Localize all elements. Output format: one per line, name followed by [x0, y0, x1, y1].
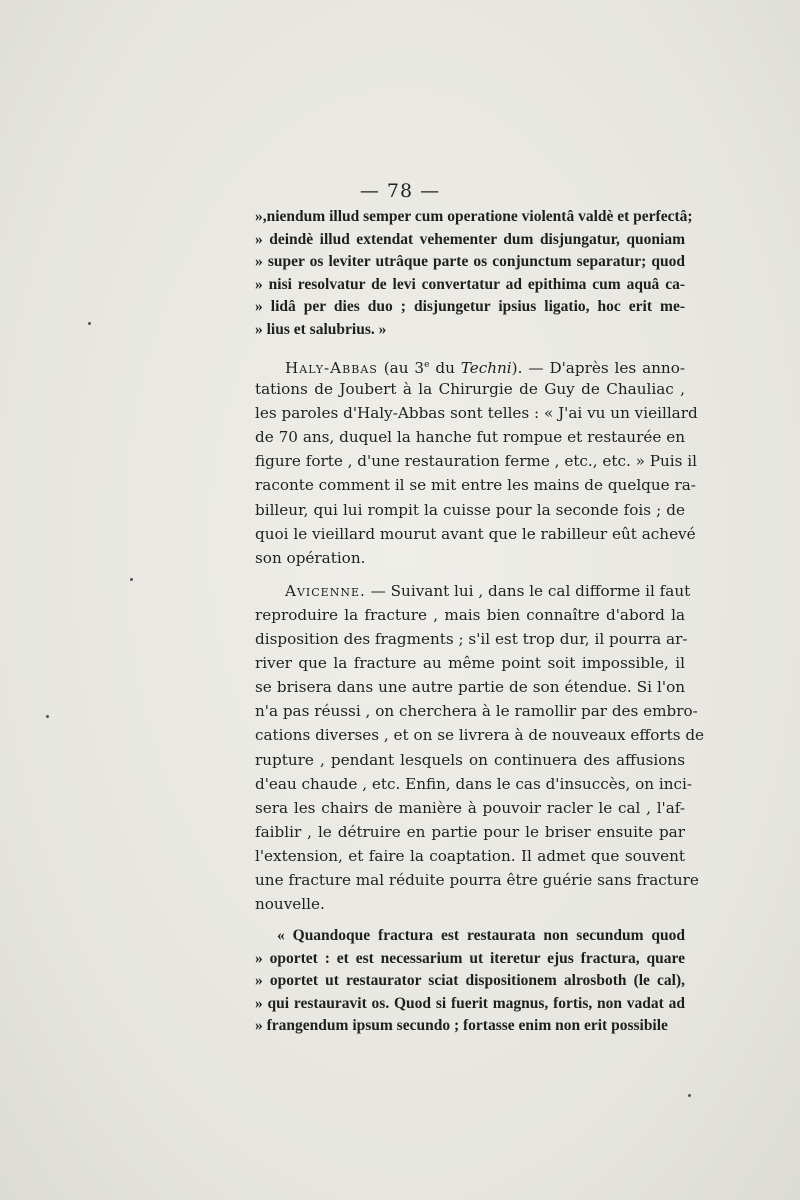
- text-line: disposition des fragments ; s'il est trop dur, il pourra ar-: [255, 630, 688, 649]
- text-line: l'extension, et faire la coaptation. Il admet que souvent: [255, 846, 685, 865]
- latin-quote-2: [255, 925, 685, 1038]
- latin-quote-line: »,niendum illud semper cum operatione violentâ valdè et perfectâ;: [255, 208, 693, 225]
- page-text: [255, 206, 705, 1038]
- text-line: reproduire la fracture , mais bien connaître d'abord la: [255, 605, 685, 624]
- paragraph-avicenne: [255, 579, 705, 916]
- text-line: son opération.: [255, 548, 366, 567]
- paper-speck: [688, 1094, 691, 1097]
- latin-quote-line: » oportet : et est necessarium ut iteretur ejus fractura, quare: [255, 949, 685, 967]
- latin-quote-1: [255, 206, 693, 341]
- text-line: une fracture mal réduite pourra être guérie sans fracture: [255, 870, 699, 889]
- text-line: sera les chairs de manière à pouvoir racler le cal , l'af-: [255, 798, 685, 817]
- latin-quote-line: » lius et salubrius. »: [255, 320, 387, 338]
- text-line: cations diverses , et on se livrera à de nouveaux efforts de: [255, 726, 705, 745]
- text-line: river que la fracture au même point soit impossible, il: [255, 654, 685, 673]
- haly-abbas-first-line: Haly-Abbas (au 3e du Techni). — D'après les anno-: [285, 359, 685, 378]
- paragraph-haly-abbas: [255, 353, 698, 570]
- text-line: faiblir , le détruire en partie pour le briser ensuite par: [255, 822, 685, 841]
- text-line: quoi le vieillard mourut avant que le rabilleur eût achevé: [255, 524, 696, 543]
- text-line: d'eau chaude , etc. Enfin, dans le cas d'insuccès, on inci-: [255, 774, 693, 793]
- paper-speck: [130, 578, 133, 581]
- latin-quote-line: » frangendum ipsum secundo ; fortasse enim non erit possibile: [255, 1017, 668, 1035]
- text-line: n'a pas réussi , on cherchera à le ramollir par des embro-: [255, 702, 698, 721]
- paper-speck: [88, 322, 91, 325]
- text-line: les paroles d'Haly-Abbas sont telles : « J'ai vu un vieillard: [255, 404, 698, 423]
- text-line: billeur, qui lui rompit la cuisse pour la seconde fois ; de: [255, 500, 685, 519]
- text-line: tations de Joubert à la Chirurgie de Guy de Chauliac ,: [255, 380, 685, 399]
- latin-quote-line: » super os leviter utrâque parte os conjunctum separatur; quod: [255, 253, 685, 270]
- latin-quote-line: » nisi resolvatur de levi convertatur ad epithima cum aquâ ca-: [255, 275, 685, 293]
- latin-quote-line: « Quandoque fractura est restaurata non secundum quod: [277, 927, 685, 945]
- text-line: rupture , pendant lesquels on continuera des affusions: [255, 750, 685, 769]
- work-title-techni: Techni: [460, 359, 512, 378]
- avicenne-first-line: Avicenne. — Suivant lui , dans le cal difforme il faut: [285, 581, 691, 600]
- name-haly-abbas: Haly-Abbas: [285, 359, 378, 378]
- text-line: raconte comment il se mit entre les mains de quelque ra-: [255, 476, 696, 495]
- latin-quote-line: » oportet ut restaurator sciat dispositionem alrosboth (le cal),: [255, 972, 685, 990]
- text-line: se brisera dans une autre partie de son étendue. Si l'on: [255, 678, 685, 697]
- latin-quote-line: » lidâ per dies duo ; disjungetur ipsius ligatio, hoc erit me-: [255, 298, 685, 315]
- text-line: de 70 ans, duquel la hanche fut rompue et restaurée en: [255, 428, 685, 447]
- page-number: — 78 —: [359, 180, 441, 202]
- paper-speck: [46, 715, 49, 718]
- latin-quote-line: » deindè illud extendat vehementer dum disjungatur, quoniam: [255, 230, 685, 248]
- name-avicenne: Avicenne.: [285, 581, 366, 600]
- latin-quote-line: » qui restauravit os. Quod si fuerit magnus, fortis, non vadat ad: [255, 994, 685, 1012]
- text-line: figure forte , d'une restauration ferme , etc., etc. » Puis il: [255, 452, 697, 471]
- text-line: nouvelle.: [255, 895, 325, 914]
